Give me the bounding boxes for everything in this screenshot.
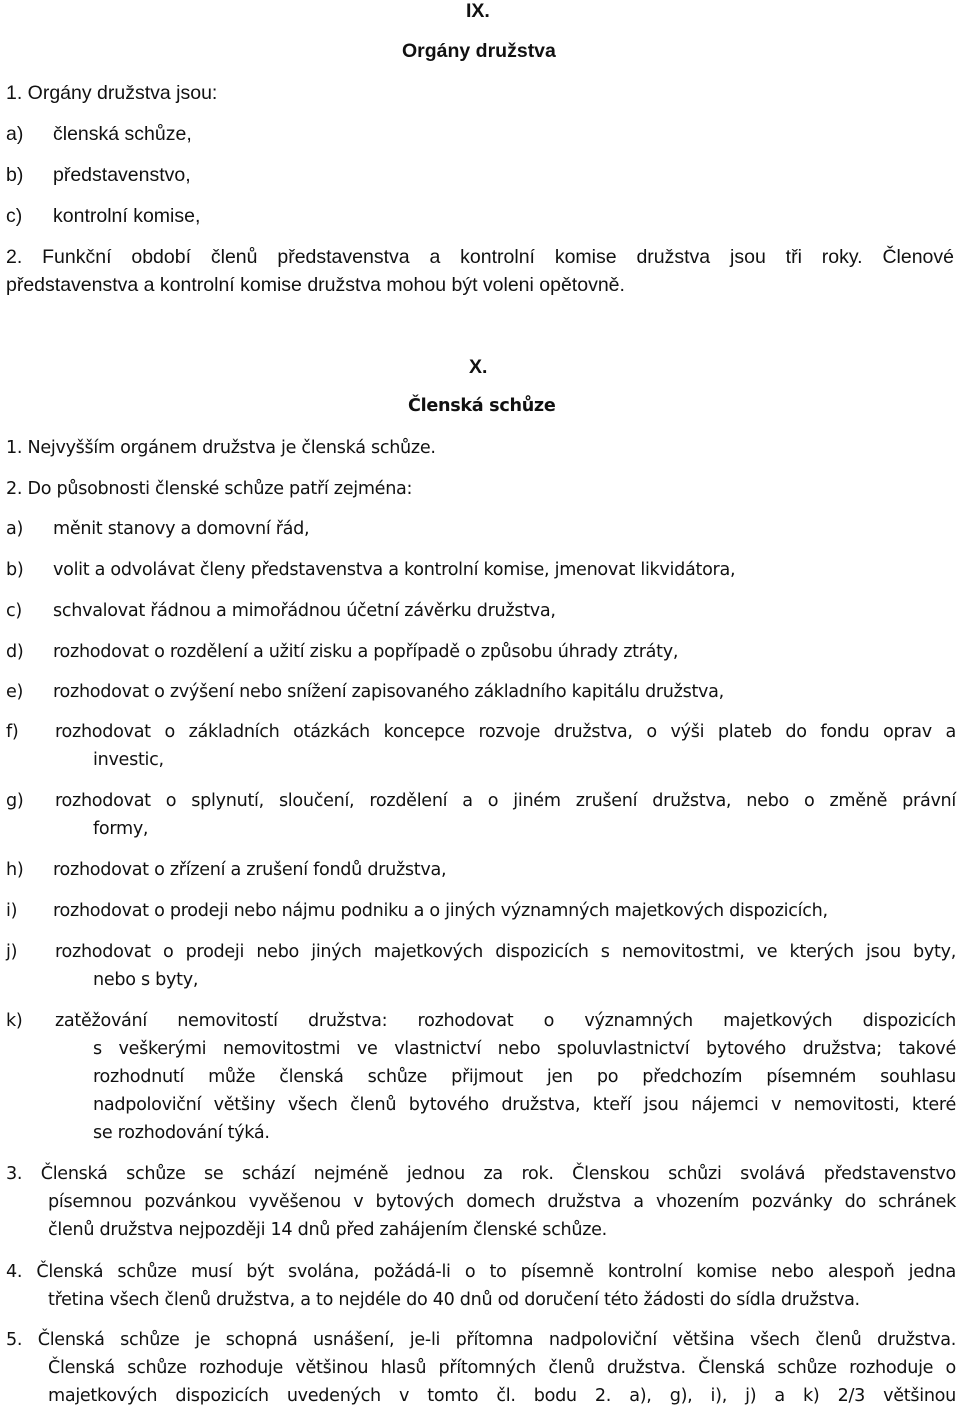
paragraph-line: 3. Členská schůze se schází nejméně jednou za rok. Členskou schůzi svolává představenstvo [6, 1164, 956, 1184]
list-item-text: s veškerými nemovitostmi ve vlastnictví nebo spoluvlastnictví bytového družstva; takové [93, 1039, 956, 1059]
section-heading-number: X. [469, 356, 488, 378]
list-item-label: a) [6, 519, 24, 539]
list-item-label: c) [6, 205, 23, 227]
list-item-text: rozhodovat o základních otázkách koncepce rozvoje družstva, o výši plateb do fondu oprav a [55, 722, 956, 742]
list-item-text: rozhodovat o zvýšení nebo snížení zapisovaného základního kapitálu družstva, [53, 682, 724, 702]
list-item-label: g) [6, 791, 24, 811]
list-item [0, 722, 960, 782]
paragraph-intro: 2. Do působnosti členské schůze patří zejména: [6, 479, 413, 499]
paragraph-line: 2. Funkční období členů představenstva a kontrolní komise družstva jsou tři roky. Členové [6, 246, 954, 268]
section-heading-title: Členská schůze [408, 396, 556, 416]
list-item-text: investic, [93, 750, 164, 770]
list-item-text: kontrolní komise, [53, 205, 201, 227]
paragraph-line: členů družstva nejpozději 14 dnů před zahájením členské schůze. [48, 1220, 607, 1240]
list-item-text: formy, [93, 819, 149, 839]
section-heading-number: IX. [466, 0, 490, 22]
list-item [0, 942, 960, 1002]
list-item-label: b) [6, 560, 24, 580]
list-item-text: členská schůze, [53, 123, 192, 145]
paragraph-line: 5. Členská schůze je schopná usnášení, je-li přítomna nadpoloviční většina všech členů družstva. [6, 1330, 956, 1350]
list-item-text: rozhodovat o prodeji nebo nájmu podniku a o jiných významných majetkových dispozicích, [53, 901, 828, 921]
list-item-label: h) [6, 860, 24, 880]
list-item-text: nebo s byty, [93, 970, 199, 990]
paragraph-line: třetina všech členů družstva, a to nejdéle do 40 dnů od doručení této žádosti do sídla družstva. [48, 1290, 860, 1310]
list-item-label: f) [6, 722, 19, 742]
list-item-text: se rozhodování týká. [93, 1123, 270, 1143]
list-item-label: i) [6, 901, 18, 921]
list-item [0, 1011, 960, 1151]
list-item-text: rozhodovat o prodeji nebo jiných majetkových dispozicích s nemovitostmi, ve kterých jsou byty, [55, 942, 956, 962]
list-item-text: měnit stanovy a domovní řád, [53, 519, 310, 539]
list-item-label: k) [6, 1011, 23, 1031]
section-heading-title: Orgány družstva [402, 40, 556, 62]
list-item-text: nadpoloviční většiny všech členů bytového družstva, kteří jsou nájemci v nemovitosti, které [93, 1095, 956, 1115]
list-item-text: rozhodnutí může členská schůze přijmout jen po předchozím písemném souhlasu [93, 1067, 956, 1087]
list-item-text: schvalovat řádnou a mimořádnou účetní závěrku družstva, [53, 601, 556, 621]
paragraph-line: majetkových dispozicích uvedených v tomto čl. bodu 2. a), g), i), j) a k) 2/3 většinou [48, 1386, 956, 1406]
list-item-label: d) [6, 642, 24, 662]
paragraph-line: představenstva a kontrolní komise družstva mohou být voleni opětovně. [6, 274, 625, 296]
list-item-text: rozhodovat o zřízení a zrušení fondů družstva, [53, 860, 447, 880]
list-item-text: rozhodovat o rozdělení a užití zisku a popřípadě o způsobu úhrady ztráty, [53, 642, 679, 662]
paragraph: 1. Nejvyšším orgánem družstva je členská schůze. [6, 438, 436, 458]
list-item-label: c) [6, 601, 22, 621]
list-item-text: rozhodovat o splynutí, sloučení, rozdělení a o jiném zrušení družstva, nebo o změně právní [55, 791, 956, 811]
list-item-label: a) [6, 123, 24, 145]
list-item-label: j) [6, 942, 18, 962]
paragraph-line: písemnou pozvánkou vyvěšenou v bytových domech družstva a vhozením pozvánky do schránek [48, 1192, 956, 1212]
list-item-label: b) [6, 164, 24, 186]
paragraph-line: Členská schůze rozhoduje většinou hlasů přítomných členů družstva. Členská schůze rozhoduje o [48, 1358, 956, 1378]
list-item [0, 791, 960, 851]
paragraph-intro: 1. Orgány družstva jsou: [6, 82, 218, 104]
list-item-text: představenstvo, [53, 164, 191, 186]
list-item-text: volit a odvolávat členy představenstva a kontrolní komise, jmenovat likvidátora, [53, 560, 736, 580]
list-item-text: zatěžování nemovitostí družstva: rozhodovat o významných majetkových dispozicích [55, 1011, 956, 1031]
paragraph-line: 4. Členská schůze musí být svolána, požádá-li o to písemně kontrolní komise nebo alespoň jedna [6, 1262, 956, 1282]
list-item-label: e) [6, 682, 24, 702]
